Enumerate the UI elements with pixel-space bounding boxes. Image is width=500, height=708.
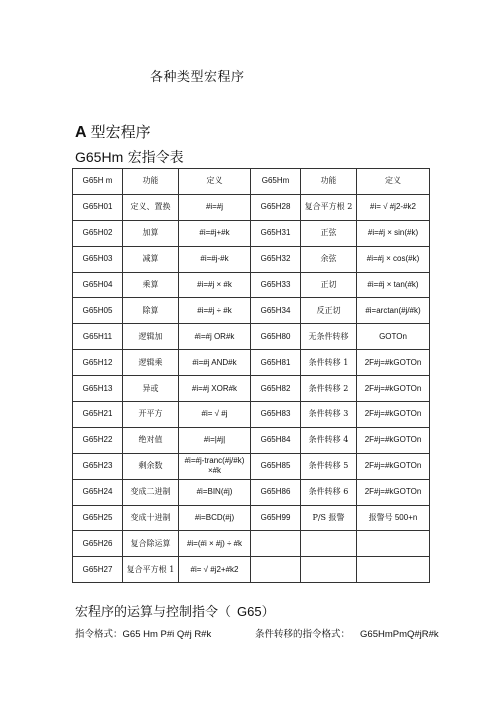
table-row	[73, 402, 430, 428]
function-cell: 变成十进制	[123, 505, 179, 531]
definition-cell: 2F#j=#kGOTOn	[357, 453, 430, 479]
function-cell: 逻辑乘	[123, 350, 179, 376]
code-cell: G65H23	[73, 453, 123, 479]
definition-cell: #i=arctan(#j/#k)	[357, 298, 430, 324]
table-row	[73, 350, 430, 376]
code-cell: G65H83	[251, 402, 301, 428]
table-row	[73, 298, 430, 324]
macro-instruction-table	[72, 168, 430, 583]
definition-cell: #i=#j	[179, 194, 251, 220]
table-row	[73, 376, 430, 402]
definition-cell: #i=#j XOR#k	[179, 376, 251, 402]
table-row	[73, 453, 430, 479]
header-cell: 功能	[301, 169, 357, 195]
definition-cell: #i=|#j|	[179, 427, 251, 453]
function-cell: 条件转移 5	[301, 453, 357, 479]
conditional-jump-format	[255, 626, 439, 640]
code-cell: G65H99	[251, 505, 301, 531]
code-cell: G65H13	[73, 376, 123, 402]
definition-cell: #i=#j+#k	[179, 220, 251, 246]
code-cell: G65H84	[251, 427, 301, 453]
definition-cell: #i=#j × sin(#k)	[357, 220, 430, 246]
code-cell: G65H01	[73, 194, 123, 220]
code-cell: G65H26	[73, 531, 123, 557]
table-row	[73, 194, 430, 220]
code-cell: G65H33	[251, 272, 301, 298]
definition-cell: 报警号 500+n	[357, 505, 430, 531]
function-cell: 复合除运算	[123, 531, 179, 557]
definition-cell: #i=#j × #k	[179, 272, 251, 298]
function-cell: 正弦	[301, 220, 357, 246]
table-row	[73, 324, 430, 350]
code-cell: G65H21	[73, 402, 123, 428]
code-cell: G65H24	[73, 479, 123, 505]
definition-cell: #i=#j × cos(#k)	[357, 246, 430, 272]
definition-cell: #i=BCD(#j)	[179, 505, 251, 531]
conditional-format-code: G65HmPmQ#jR#k	[360, 629, 439, 640]
definition-cell: 2F#j=#kGOTOn	[357, 479, 430, 505]
ops-heading-text: 宏程序的运算与控制指令（	[75, 605, 232, 620]
code-cell: G65H05	[73, 298, 123, 324]
header-cell: G65H m	[73, 169, 123, 195]
conditional-format-label: 条件转移的指令格式：	[255, 629, 351, 640]
code-cell: G65H86	[251, 479, 301, 505]
definition-cell: #i= √ #j2-#k2	[357, 194, 430, 220]
function-cell: 绝对值	[123, 427, 179, 453]
definition-cell: #i= √ #j	[179, 402, 251, 428]
definition-cell: 2F#j=#kGOTOn	[357, 427, 430, 453]
function-cell: 乘算	[123, 272, 179, 298]
definition-cell: 2F#j=#kGOTOn	[357, 376, 430, 402]
function-cell: 加算	[123, 220, 179, 246]
function-cell: 条件转移 6	[301, 479, 357, 505]
function-cell: 条件转移 3	[301, 402, 357, 428]
code-cell: G65H81	[251, 350, 301, 376]
function-cell: 余弦	[301, 246, 357, 272]
function-cell: 剩余数	[123, 453, 179, 479]
function-cell: 定义、置换	[123, 194, 179, 220]
code-cell: G65H22	[73, 427, 123, 453]
code-cell: G65H85	[251, 453, 301, 479]
function-cell: 条件转移 4	[301, 427, 357, 453]
definition-cell: #i=#j-tranc(#j/#k) ×#k	[179, 453, 251, 479]
instruction-format	[75, 626, 211, 640]
function-cell: P/S 报警	[301, 505, 357, 531]
table-row	[73, 479, 430, 505]
definition-cell: GOTOn	[357, 324, 430, 350]
section-title	[75, 121, 151, 142]
function-cell: 变成二进制	[123, 479, 179, 505]
definition-cell: #i=#j AND#k	[179, 350, 251, 376]
header-cell: 定义	[179, 169, 251, 195]
function-cell: 减算	[123, 246, 179, 272]
table-row	[73, 246, 430, 272]
code-cell: G65H34	[251, 298, 301, 324]
code-cell: G65H80	[251, 324, 301, 350]
code-cell: G65H02	[73, 220, 123, 246]
definition-cell: #i=#j-#k	[179, 246, 251, 272]
function-cell: 逻辑加	[123, 324, 179, 350]
definition-cell	[357, 531, 430, 557]
function-cell: 正切	[301, 272, 357, 298]
function-cell: 除算	[123, 298, 179, 324]
subtitle-code: G65Hm	[75, 149, 124, 165]
function-cell: 条件转移 2	[301, 376, 357, 402]
code-cell: G65H11	[73, 324, 123, 350]
code-cell: G65H31	[251, 220, 301, 246]
function-cell: 开平方	[123, 402, 179, 428]
table-row	[73, 427, 430, 453]
header-cell: 功能	[123, 169, 179, 195]
code-cell: G65H04	[73, 272, 123, 298]
function-cell: 异或	[123, 376, 179, 402]
function-cell	[301, 557, 357, 583]
instruction-format-label: 指令格式：	[75, 629, 123, 640]
function-cell: 反正切	[301, 298, 357, 324]
table-subtitle	[75, 147, 184, 167]
code-cell: G65H03	[73, 246, 123, 272]
definition-cell: #i= √ #j2+#k2	[179, 557, 251, 583]
function-cell: 条件转移 1	[301, 350, 357, 376]
section-letter: A	[75, 124, 87, 141]
code-cell	[251, 557, 301, 583]
document-title: 各种类型宏程序	[150, 70, 245, 85]
code-cell: G65H25	[73, 505, 123, 531]
function-cell	[301, 531, 357, 557]
table-row	[73, 220, 430, 246]
table-row	[73, 557, 430, 583]
definition-cell: #i=BIN(#j)	[179, 479, 251, 505]
definition-cell: #i=#j × tan(#k)	[357, 272, 430, 298]
header-cell: G65Hm	[251, 169, 301, 195]
table-row	[73, 531, 430, 557]
ops-heading-code: G65）	[237, 604, 275, 619]
code-cell: G65H32	[251, 246, 301, 272]
table-row	[73, 272, 430, 298]
definition-cell: #i=#j OR#k	[179, 324, 251, 350]
code-cell: G65H27	[73, 557, 123, 583]
definition-cell	[357, 557, 430, 583]
code-cell	[251, 531, 301, 557]
function-cell: 复合平方根 2	[301, 194, 357, 220]
table-header-row	[73, 169, 430, 195]
definition-cell: 2F#j=#kGOTOn	[357, 350, 430, 376]
definition-cell: #i=(#i × #j) ÷ #k	[179, 531, 251, 557]
function-cell: 复合平方根 1	[123, 557, 179, 583]
code-cell: G65H12	[73, 350, 123, 376]
ops-heading	[75, 601, 275, 620]
code-cell: G65H82	[251, 376, 301, 402]
instruction-format-code: G65 Hm P#i Q#j R#k	[122, 629, 212, 640]
header-cell: 定义	[357, 169, 430, 195]
macro-table-body	[73, 169, 430, 583]
function-cell: 无条件转移	[301, 324, 357, 350]
table-row	[73, 505, 430, 531]
definition-cell: 2F#j=#kGOTOn	[357, 402, 430, 428]
section-text: 型宏程序	[90, 123, 151, 141]
subtitle-text: 宏指令表	[127, 150, 184, 166]
code-cell: G65H28	[251, 194, 301, 220]
definition-cell: #i=#j ÷ #k	[179, 298, 251, 324]
